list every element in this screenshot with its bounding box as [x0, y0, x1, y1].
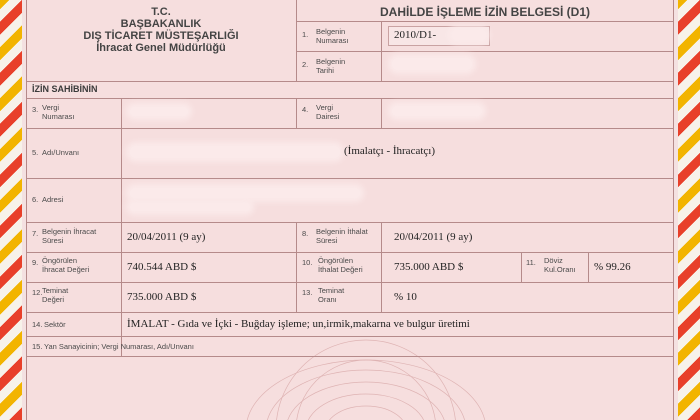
- sector-value: İMALAT - Gıda ve İçki - Buğday işleme; un,irmik,makarna ve bulgur üretimi: [127, 318, 470, 330]
- doc-number-label: Belgenin Numarası: [316, 27, 349, 45]
- redaction: [130, 188, 360, 198]
- field-number: 1.: [302, 30, 309, 39]
- issuer-line-4: İhracat Genel Müdürlüğü: [96, 42, 226, 54]
- field-number: 10.: [302, 258, 313, 267]
- redaction: [130, 107, 188, 116]
- field-number: 11.: [526, 258, 536, 267]
- field-number: 12.: [32, 288, 43, 297]
- export-value: 740.544 ABD $: [127, 261, 197, 273]
- document-title: DAHİLDE İŞLEME İZİN BELGESİ (D1): [379, 5, 590, 19]
- field-number: 7.: [32, 229, 39, 238]
- collateral-value: 735.000 ABD $: [127, 291, 197, 303]
- field-number: 9.: [32, 258, 39, 267]
- currency-ratio-value: % 99.26: [594, 261, 631, 273]
- import-duration-value: 20/04/2011 (9 ay): [394, 231, 473, 243]
- field-number: 5.: [32, 148, 39, 157]
- field-number: 13.: [302, 288, 313, 297]
- field-number: 2.: [302, 60, 309, 69]
- redaction: [130, 203, 250, 211]
- left-border-stripe: [0, 0, 22, 420]
- redaction: [452, 30, 486, 40]
- redaction: [392, 58, 472, 70]
- field-number: 3.: [32, 105, 39, 114]
- currency-ratio-label: Döviz Kul.Oranı: [544, 256, 576, 274]
- import-value: 735.000 ABD $: [394, 261, 464, 273]
- field-number: 15.: [32, 342, 43, 351]
- collateral-value-label: Teminat Değeri: [42, 286, 69, 304]
- right-border-stripe: [678, 0, 700, 420]
- collateral-rate-value: % 10: [394, 291, 417, 303]
- name-label: Adı/Unvanı: [42, 148, 80, 157]
- issuer-block: [26, 6, 296, 54]
- address-label: Adresi: [42, 195, 64, 204]
- field-number: 8.: [302, 229, 309, 238]
- doc-number-value: 2010/D1-: [394, 29, 437, 41]
- import-duration-label: Belgenin İthalat Süresi: [316, 227, 368, 245]
- field-number: 6.: [32, 195, 39, 204]
- redaction: [392, 106, 482, 116]
- doc-date-label: Belgenin Tarihi: [316, 57, 346, 75]
- subcontractor-label: Yan Sanayicinin; Vergi Numarası, Adı/Unvanı: [44, 342, 194, 351]
- collateral-rate-label: Teminat Oranı: [318, 286, 345, 304]
- tax-number-label: Vergi Numarası: [42, 103, 75, 121]
- import-value-label: Öngörülen İthalat Değeri: [318, 256, 363, 274]
- tax-office-label: Vergi Dairesi: [316, 103, 340, 121]
- name-value: (İmalatçı - İhracatçı): [344, 145, 435, 157]
- redaction: [130, 146, 340, 158]
- sector-label: Sektör: [44, 320, 66, 329]
- issuer-line-1: T.C.: [151, 6, 171, 18]
- issuer-line-3: DIŞ TİCARET MÜSTEŞARLIĞI: [83, 30, 239, 42]
- field-number: 14.: [32, 320, 43, 329]
- export-duration-label: Belgenin İhracat Süresi: [42, 227, 97, 245]
- export-value-label: Öngörülen İhracat Değeri: [42, 256, 90, 274]
- field-number: 4.: [302, 105, 309, 114]
- section-title: İZİN SAHİBİNİN: [32, 84, 98, 94]
- export-duration-value: 20/04/2011 (9 ay): [127, 231, 206, 243]
- permit-document: [26, 0, 674, 420]
- issuer-line-2: BAŞBAKANLIK: [120, 18, 202, 30]
